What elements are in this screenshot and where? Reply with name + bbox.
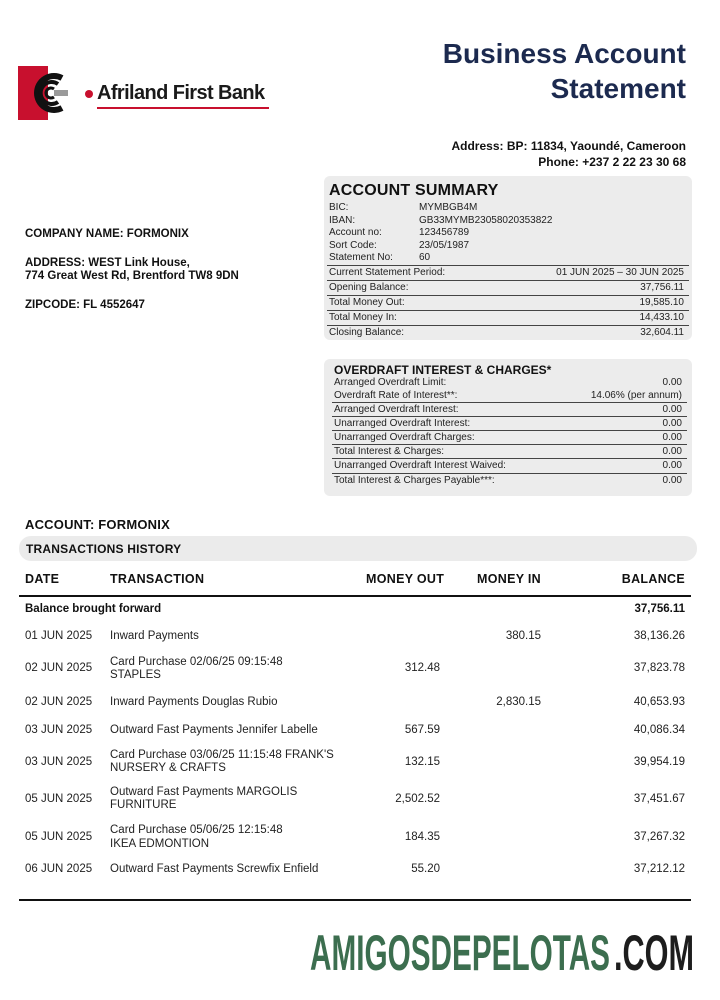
col-money-in: MONEY IN [477, 572, 541, 586]
overdraft-row: Arranged Overdraft Interest: 0.00 [332, 402, 687, 416]
tx-desc: Outward Fast Payments Jennifer Labelle [110, 724, 318, 736]
tx-date: 05 JUN 2025 [25, 793, 93, 805]
transactions-history-heading: TRANSACTIONS HISTORY [26, 542, 182, 556]
summary-row: Closing Balance: 32,604.11 [327, 325, 689, 340]
logo-underline [97, 107, 269, 109]
bank-address: Address: BP: 11834, Yaoundé, Cameroon [451, 139, 686, 153]
tx-money-out: 184.35 [404, 831, 440, 843]
tx-desc: Inward Payments Douglas Rubio [110, 696, 278, 708]
tx-money-in: 380.15 [505, 630, 541, 642]
company-address-line1: ADDRESS: WEST Link House, [25, 257, 190, 269]
detail-statement-no: Statement No: 60 [329, 252, 431, 264]
account-title: ACCOUNT: FORMONIX [25, 517, 170, 532]
company-address-line2: 774 Great West Rd, Brentford TW8 9DN [25, 270, 239, 282]
tx-balance: 37,823.78 [633, 662, 685, 674]
statement-title [443, 36, 686, 106]
tx-desc: Card Purchase 03/06/25 11:15:48 FRANK'S [110, 749, 334, 761]
bank-name: Afriland First Bank [97, 82, 265, 104]
overdraft-row: Total Interest & Charges: 0.00 [332, 444, 687, 458]
tx-desc: Outward Fast Payments MARGOLIS [110, 786, 298, 798]
brought-forward-label: Balance brought forward [25, 603, 162, 615]
tx-balance: 37,212.12 [633, 863, 685, 875]
brought-forward-balance: 37,756.11 [634, 603, 685, 615]
overdraft-heading: OVERDRAFT INTEREST & CHARGES* [334, 363, 552, 377]
watermark-main: AMIGOSDEPELOTAS [310, 925, 610, 980]
bank-phone: Phone: +237 2 22 23 30 68 [538, 155, 686, 169]
bank-logo [18, 66, 265, 122]
tx-date: 01 JUN 2025 [25, 630, 93, 642]
detail-account-no: Account no: 123456789 [329, 227, 470, 239]
summary-row: Total Money In: 14,433.10 [327, 310, 689, 325]
col-date: DATE [25, 572, 60, 586]
overdraft-row: Unarranged Overdraft Charges: 0.00 [332, 430, 687, 444]
logo-dot [85, 90, 93, 98]
overdraft-row: Overdraft Rate of Interest**: 14.06% (per annum) [334, 390, 682, 401]
watermark-suffix: .COM [614, 925, 694, 980]
overdraft-row: Arranged Overdraft Limit: 0.00 [334, 377, 682, 388]
col-balance: BALANCE [621, 572, 685, 586]
col-money-out: MONEY OUT [366, 572, 445, 586]
detail-bic: BIC: MYMBGB4M [329, 202, 478, 213]
tx-desc: Card Purchase 02/06/25 09:15:48 [110, 656, 283, 668]
tx-balance: 37,267.32 [633, 831, 685, 843]
summary-rows [327, 265, 689, 340]
account-summary-heading: ACCOUNT SUMMARY [329, 182, 499, 199]
company-name: COMPANY NAME: FORMONIX [25, 228, 189, 240]
statement-title-line2: Statement [550, 73, 686, 104]
tx-desc: Card Purchase 05/06/25 12:15:48 [110, 824, 283, 836]
watermark-text [310, 924, 700, 980]
statement-title-line1: Business Account [442, 38, 686, 69]
bank-logo-icon [18, 66, 72, 120]
tx-desc-line2: NURSERY & CRAFTS [110, 762, 226, 774]
tx-balance: 39,954.19 [633, 756, 685, 768]
detail-sort-code: Sort Code: 23/05/1987 [329, 239, 470, 251]
overdraft-rows [332, 376, 687, 487]
tx-money-out: 55.20 [411, 863, 440, 875]
col-transaction: TRANSACTION [110, 572, 205, 586]
tx-desc-line2: STAPLES [110, 669, 161, 681]
tx-desc-line2: FURNITURE [110, 799, 177, 811]
tx-money-out: 132.15 [404, 756, 440, 768]
overdraft-box [324, 359, 692, 496]
overdraft-row: Unarranged Overdraft Interest Waived: 0.00 [332, 458, 687, 473]
account-details [329, 202, 629, 266]
detail-iban: IBAN: GB33MYMB23058020353822 [329, 214, 553, 226]
account-summary-box [324, 176, 692, 340]
overdraft-row: Total Interest & Charges Payable***: 0.00 [332, 473, 687, 487]
tx-money-out: 2,502.52 [395, 793, 440, 805]
company-zipcode: ZIPCODE: FL 4552647 [25, 299, 145, 311]
tx-date: 05 JUN 2025 [25, 831, 93, 843]
summary-row: Opening Balance: 37,756.11 [327, 280, 689, 295]
tx-balance: 40,653.93 [633, 696, 685, 708]
tx-balance: 40,086.34 [633, 724, 685, 736]
summary-row: Current Statement Period: 01 JUN 2025 – 30 JUN 2025 [327, 265, 689, 280]
tx-money-out: 567.59 [404, 724, 440, 736]
table-divider-top [19, 595, 691, 597]
bank-contact [451, 138, 686, 170]
tx-money-in: 2,830.15 [496, 696, 541, 708]
transactions-history-bar [19, 536, 697, 561]
tx-money-out: 312.48 [404, 662, 440, 674]
summary-row: Total Money Out: 19,585.10 [327, 295, 689, 310]
table-divider-bottom [19, 899, 691, 901]
tx-desc: Inward Payments [110, 630, 199, 642]
tx-date: 03 JUN 2025 [25, 724, 93, 736]
tx-balance: 38,136.26 [633, 630, 685, 642]
tx-balance: 37,451.67 [633, 793, 685, 805]
tx-desc-line2: IKEA EDMONTION [110, 838, 210, 850]
tx-date: 02 JUN 2025 [25, 662, 93, 674]
overdraft-row: Unarranged Overdraft Interest: 0.00 [332, 416, 687, 430]
tx-desc: Outward Fast Payments Screwfix Enfield [110, 863, 319, 875]
tx-date: 02 JUN 2025 [25, 696, 93, 708]
tx-date: 03 JUN 2025 [25, 756, 93, 768]
tx-date: 06 JUN 2025 [25, 863, 93, 875]
watermark [310, 924, 700, 980]
